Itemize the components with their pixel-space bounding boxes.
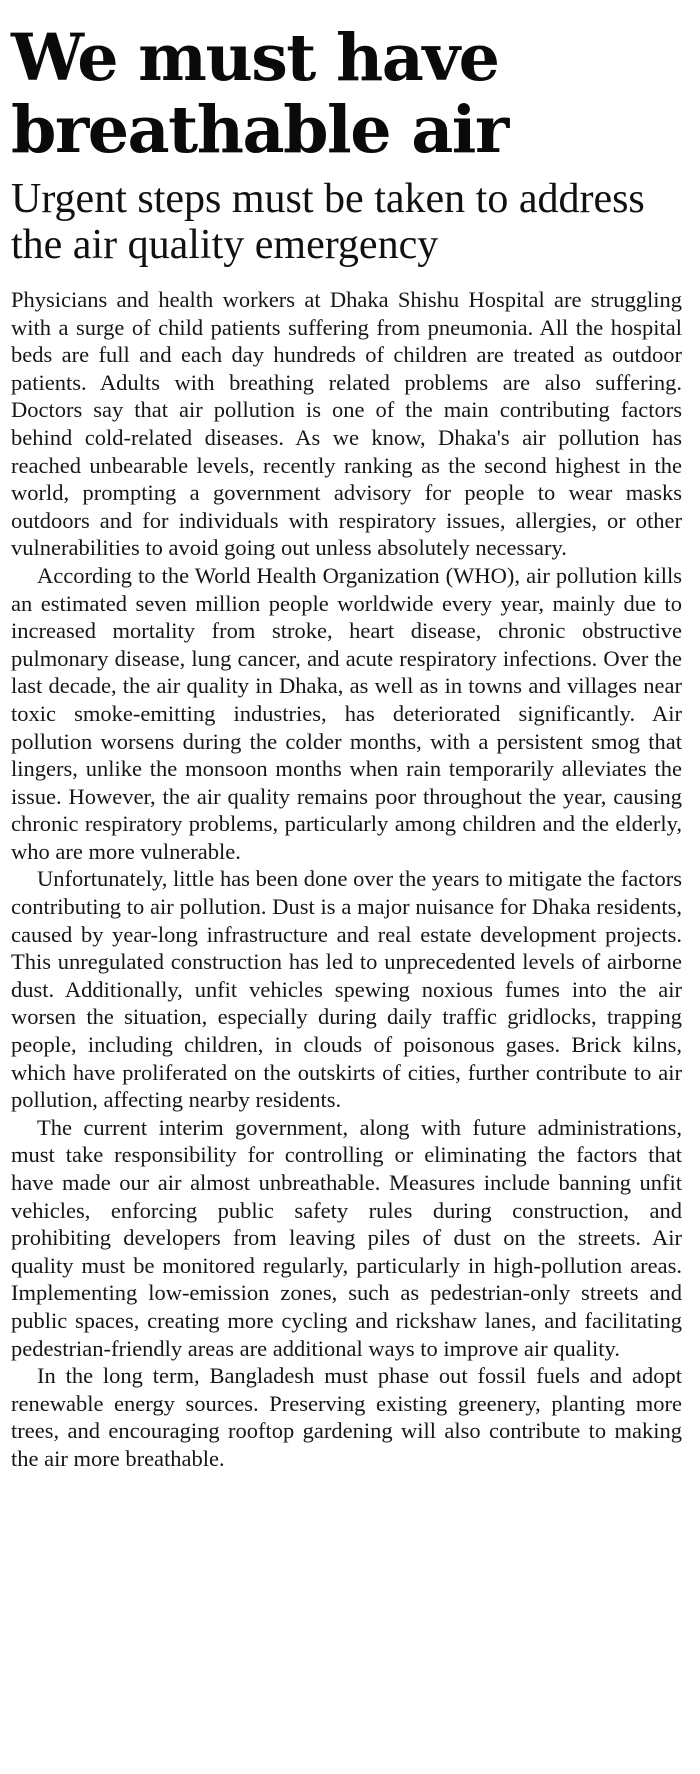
article-body — [11, 286, 682, 1473]
paragraph-5: In the long term, Bangladesh must phase out fossil fuels and adopt renewable energy sources. Preserving existing greenery, planting more trees, and encouraging rooftop gardening will also contribute to making the air more breathable. — [11, 1363, 682, 1471]
paragraph-2: According to the World Health Organization (WHO), air pollution kills an estimated seven million people worldwide every year, mainly due to increased mortality from stroke, heart disease, chronic obstructive pulmonary disease, lung cancer, and acute respiratory infections. Over the last decade, the air quality in Dhaka, as well as in towns and villages near toxic smoke-emitting industries, has deteriorated significantly. Air pollution worsens during the colder months, with a persistent smog that lingers, unlike the monsoon months when rain temporarily alleviates the issue. However, the air quality remains poor throughout the year, causing chronic respiratory problems, particularly among children and the elderly, who are more vulnerable. — [11, 562, 682, 864]
paragraph-4: The current interim government, along with future administrations, must take responsibility for controlling or eliminating the factors that have made our air almost unbreathable. Measures include banning unfit vehicles, enforcing public safety rules during construction, and prohibiting developers from leaving piles of dust on the streets. Air quality must be monitored regularly, particularly in high-pollution areas. Implementing low-emission zones, such as pedestrian-only streets and public spaces, creating more cycling and rickshaw lanes, and facilitating pedestrian-friendly areas are additional ways to improve air quality. — [11, 1114, 682, 1361]
subheadline: Urgent steps must be taken to address the air quality emergency — [11, 176, 645, 268]
paragraph-1: Physicians and health workers at Dhaka Shishu Hospital are struggling with a surge of child patients suffering from pneumonia. All the hospital beds are full and each day hundreds of children are treated as outdoor patients. Adults with breathing related problems are also suffering. Doctors say that air pollution is one of the main contributing factors behind cold-related diseases. As we know, Dhaka's air pollution has reached unbearable levels, recently ranking as the second highest in the world, prompting a government advisory for people to wear masks outdoors and for individuals with respiratory issues, allergies, or other vulnerabilities to avoid going out unless absolutely necessary. — [11, 287, 682, 561]
headline: We must have breathable air — [11, 20, 508, 168]
paragraph-3: Unfortunately, little has been done over the years to mitigate the factors contributing to air pollution. Dust is a major nuisance for Dhaka residents, caused by year-long infrastructure and real estate development projects. This unregulated construction has led to unprecedented levels of airborne dust. Additionally, unfit vehicles spewing noxious fumes into the air worsen the situation, especially during daily traffic gridlocks, trapping people, including children, in clouds of poisonous gases. Brick kilns, which have proliferated on the outskirts of cities, further contribute to air pollution, affecting nearby residents. — [11, 866, 682, 1113]
